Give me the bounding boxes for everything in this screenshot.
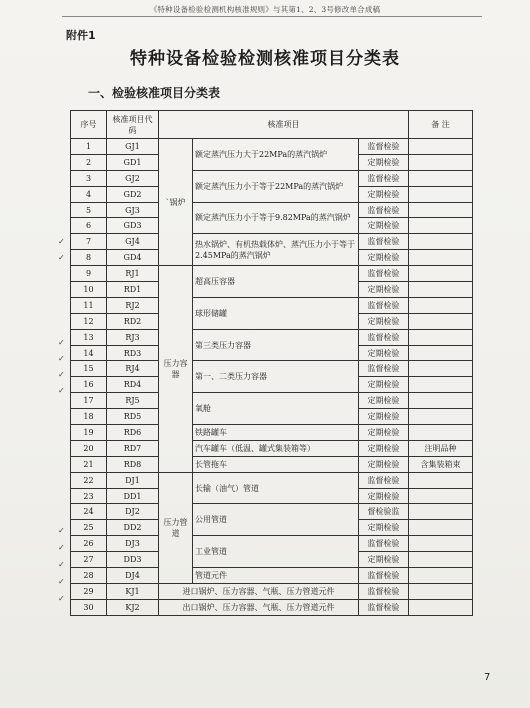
row-note xyxy=(409,536,473,552)
row-note xyxy=(409,583,473,599)
check-mark-icon: ✓ xyxy=(58,594,65,603)
col-header-no: 序号 xyxy=(71,111,107,139)
row-code: DD1 xyxy=(107,488,159,504)
row-no: 10 xyxy=(71,282,107,298)
row-note: 含集装箱束 xyxy=(409,456,473,472)
group-pipe: 压力管道 xyxy=(159,472,193,583)
row-type: 定期检验 xyxy=(359,393,409,409)
row-no: 26 xyxy=(71,536,107,552)
table-row xyxy=(71,170,473,186)
table-row xyxy=(71,393,473,409)
item-name: 额定蒸汽压力大于22MPa的蒸汽锅炉 xyxy=(193,139,359,171)
row-type: 监督检验 xyxy=(359,472,409,488)
row-code: RD3 xyxy=(107,345,159,361)
item-name: 铁路罐车 xyxy=(193,425,359,441)
row-no: 15 xyxy=(71,361,107,377)
row-type: 定期检验 xyxy=(359,282,409,298)
classification-table-wrapper xyxy=(70,110,472,648)
row-type: 监督检验 xyxy=(359,170,409,186)
item-name: 出口锅炉、压力容器、气瓶、压力管道元件 xyxy=(159,599,359,615)
row-code: RJ4 xyxy=(107,361,159,377)
section-heading: 一、检验核准项目分类表 xyxy=(88,86,221,100)
row-note xyxy=(409,170,473,186)
row-no: 30 xyxy=(71,599,107,615)
row-code: DJ1 xyxy=(107,472,159,488)
table-row xyxy=(71,297,473,313)
row-type: 定期检验 xyxy=(359,313,409,329)
table-row xyxy=(71,266,473,282)
row-type: 监督检验 xyxy=(359,568,409,584)
row-note xyxy=(409,282,473,298)
row-note xyxy=(409,568,473,584)
row-note: 注明品种 xyxy=(409,440,473,456)
row-code: RJ3 xyxy=(107,329,159,345)
row-type: 监督检验 xyxy=(359,202,409,218)
table-header-row xyxy=(71,111,473,139)
row-note xyxy=(409,552,473,568)
row-no: 4 xyxy=(71,186,107,202)
table-row xyxy=(71,599,473,615)
item-name: 公用管道 xyxy=(193,504,359,536)
row-code: RD1 xyxy=(107,282,159,298)
check-mark-icon: ✓ xyxy=(58,253,65,262)
row-code: KJ1 xyxy=(107,583,159,599)
row-code: DJ3 xyxy=(107,536,159,552)
group-boiler: `锅炉 xyxy=(159,139,193,266)
table-row xyxy=(71,472,473,488)
row-code: DD2 xyxy=(107,520,159,536)
group-vessel: 压力容器 xyxy=(159,266,193,473)
item-name: 工业管道 xyxy=(193,536,359,568)
row-no: 18 xyxy=(71,409,107,425)
row-type: 定期检验 xyxy=(359,520,409,536)
row-no: 7 xyxy=(71,234,107,250)
item-name: 第三类压力容器 xyxy=(193,329,359,361)
row-type: 监督检验 xyxy=(359,599,409,615)
row-type: 监督检验 xyxy=(359,361,409,377)
row-no: 9 xyxy=(71,266,107,282)
row-note xyxy=(409,361,473,377)
item-name: 额定蒸汽压力小于等于22MPa的蒸汽锅炉 xyxy=(193,170,359,202)
row-no: 11 xyxy=(71,297,107,313)
row-no: 24 xyxy=(71,504,107,520)
row-note xyxy=(409,488,473,504)
row-note xyxy=(409,329,473,345)
row-no: 17 xyxy=(71,393,107,409)
row-no: 23 xyxy=(71,488,107,504)
row-type: 定期检验 xyxy=(359,552,409,568)
row-no: 2 xyxy=(71,154,107,170)
item-name: 超高压容器 xyxy=(193,266,359,298)
row-code: RD8 xyxy=(107,456,159,472)
row-note xyxy=(409,297,473,313)
row-no: 19 xyxy=(71,425,107,441)
row-no: 20 xyxy=(71,440,107,456)
check-mark-icon: ✓ xyxy=(58,354,65,363)
check-mark-icon: ✓ xyxy=(58,386,65,395)
row-type: 监督检验 xyxy=(359,139,409,155)
row-note xyxy=(409,599,473,615)
row-note xyxy=(409,425,473,441)
row-code: RD6 xyxy=(107,425,159,441)
row-type: 监督检验 xyxy=(359,329,409,345)
row-note xyxy=(409,313,473,329)
table-row xyxy=(71,568,473,584)
row-no: 16 xyxy=(71,377,107,393)
page-number: 7 xyxy=(484,672,491,683)
col-header-item: 核准项目 xyxy=(159,111,409,139)
row-note xyxy=(409,393,473,409)
row-type: 定期检验 xyxy=(359,425,409,441)
row-note xyxy=(409,154,473,170)
row-type: 监督检验 xyxy=(359,266,409,282)
row-type: 定期检验 xyxy=(359,345,409,361)
check-mark-icon: ✓ xyxy=(58,237,65,246)
table-row xyxy=(71,536,473,552)
item-name: 进口锅炉、压力容器、气瓶、压力管道元件 xyxy=(159,583,359,599)
row-type: 定期检验 xyxy=(359,377,409,393)
row-code: GJ3 xyxy=(107,202,159,218)
table-body xyxy=(71,139,473,616)
row-code: RD4 xyxy=(107,377,159,393)
item-name: 额定蒸汽压力小于等于9.82MPa的蒸汽锅炉 xyxy=(193,202,359,234)
row-note xyxy=(409,345,473,361)
check-mark-icon: ✓ xyxy=(58,560,65,569)
row-no: 22 xyxy=(71,472,107,488)
row-type: 定期检验 xyxy=(359,488,409,504)
row-note xyxy=(409,266,473,282)
row-note xyxy=(409,234,473,250)
row-type: 定期检验 xyxy=(359,154,409,170)
table-row xyxy=(71,329,473,345)
item-name: 汽车罐车（低温、罐式集装箱等） xyxy=(193,440,359,456)
row-code: RJ2 xyxy=(107,297,159,313)
row-code: DD3 xyxy=(107,552,159,568)
row-type: 督检验监 xyxy=(359,504,409,520)
row-note xyxy=(409,202,473,218)
row-type: 监督检验 xyxy=(359,297,409,313)
row-no: 5 xyxy=(71,202,107,218)
row-no: 27 xyxy=(71,552,107,568)
row-note xyxy=(409,186,473,202)
table-row xyxy=(71,202,473,218)
table-row xyxy=(71,504,473,520)
row-code: DJ4 xyxy=(107,568,159,584)
table-row xyxy=(71,425,473,441)
running-header: 《特种设备检验检测机构核准规则》与其第1、2、3号修改单合成稿 xyxy=(149,5,381,14)
header-rule xyxy=(62,16,482,17)
table-row xyxy=(71,456,473,472)
check-mark-icon: ✓ xyxy=(58,543,65,552)
item-name: 热水锅炉、有机热载体炉、蒸汽压力小于等于2.45MPa的蒸汽锅炉 xyxy=(193,234,359,266)
row-note xyxy=(409,377,473,393)
row-code: DJ2 xyxy=(107,504,159,520)
row-no: 12 xyxy=(71,313,107,329)
row-note xyxy=(409,472,473,488)
row-no: 29 xyxy=(71,583,107,599)
row-no: 28 xyxy=(71,568,107,584)
classification-table xyxy=(70,110,473,616)
row-no: 6 xyxy=(71,218,107,234)
row-code: GD4 xyxy=(107,250,159,266)
row-no: 25 xyxy=(71,520,107,536)
row-no: 13 xyxy=(71,329,107,345)
table-row xyxy=(71,440,473,456)
row-note xyxy=(409,218,473,234)
row-code: GD1 xyxy=(107,154,159,170)
appendix-label: 附件1 xyxy=(66,29,96,42)
row-no: 8 xyxy=(71,250,107,266)
row-no: 1 xyxy=(71,139,107,155)
row-note xyxy=(409,504,473,520)
row-type: 监督检验 xyxy=(359,536,409,552)
row-note xyxy=(409,139,473,155)
row-code: RJ5 xyxy=(107,393,159,409)
row-code: RJ1 xyxy=(107,266,159,282)
row-no: 21 xyxy=(71,456,107,472)
row-code: RD2 xyxy=(107,313,159,329)
row-type: 定期检验 xyxy=(359,218,409,234)
row-no: 14 xyxy=(71,345,107,361)
col-header-note: 备 注 xyxy=(409,111,473,139)
row-note xyxy=(409,520,473,536)
row-note xyxy=(409,409,473,425)
row-no: 3 xyxy=(71,170,107,186)
table-row xyxy=(71,361,473,377)
row-code: GJ2 xyxy=(107,170,159,186)
table-row xyxy=(71,234,473,250)
item-name: 球形储罐 xyxy=(193,297,359,329)
item-name: 管道元件 xyxy=(193,568,359,584)
item-name: 氧舱 xyxy=(193,393,359,425)
row-code: RD7 xyxy=(107,440,159,456)
item-name: 长管拖车 xyxy=(193,456,359,472)
item-name: 第一、二类压力容器 xyxy=(193,361,359,393)
row-type: 定期检验 xyxy=(359,456,409,472)
row-code: GD3 xyxy=(107,218,159,234)
row-type: 定期检验 xyxy=(359,440,409,456)
check-mark-icon: ✓ xyxy=(58,338,65,347)
row-type: 定期检验 xyxy=(359,186,409,202)
page-title: 特种设备检验检测核准项目分类表 xyxy=(130,49,400,69)
row-code: RD5 xyxy=(107,409,159,425)
row-type: 监督检验 xyxy=(359,234,409,250)
item-name: 长输（油气）管道 xyxy=(193,472,359,504)
row-type: 定期检验 xyxy=(359,409,409,425)
check-mark-icon: ✓ xyxy=(58,370,65,379)
row-type: 监督检验 xyxy=(359,583,409,599)
row-code: KJ2 xyxy=(107,599,159,615)
col-header-code: 核准项目代码 xyxy=(107,111,159,139)
row-code: GJ4 xyxy=(107,234,159,250)
check-mark-icon: ✓ xyxy=(58,577,65,586)
row-code: GJ1 xyxy=(107,139,159,155)
row-type: 定期检验 xyxy=(359,250,409,266)
row-note xyxy=(409,250,473,266)
check-mark-icon: ✓ xyxy=(58,526,65,535)
table-row xyxy=(71,139,473,155)
table-row xyxy=(71,583,473,599)
row-code: GD2 xyxy=(107,186,159,202)
